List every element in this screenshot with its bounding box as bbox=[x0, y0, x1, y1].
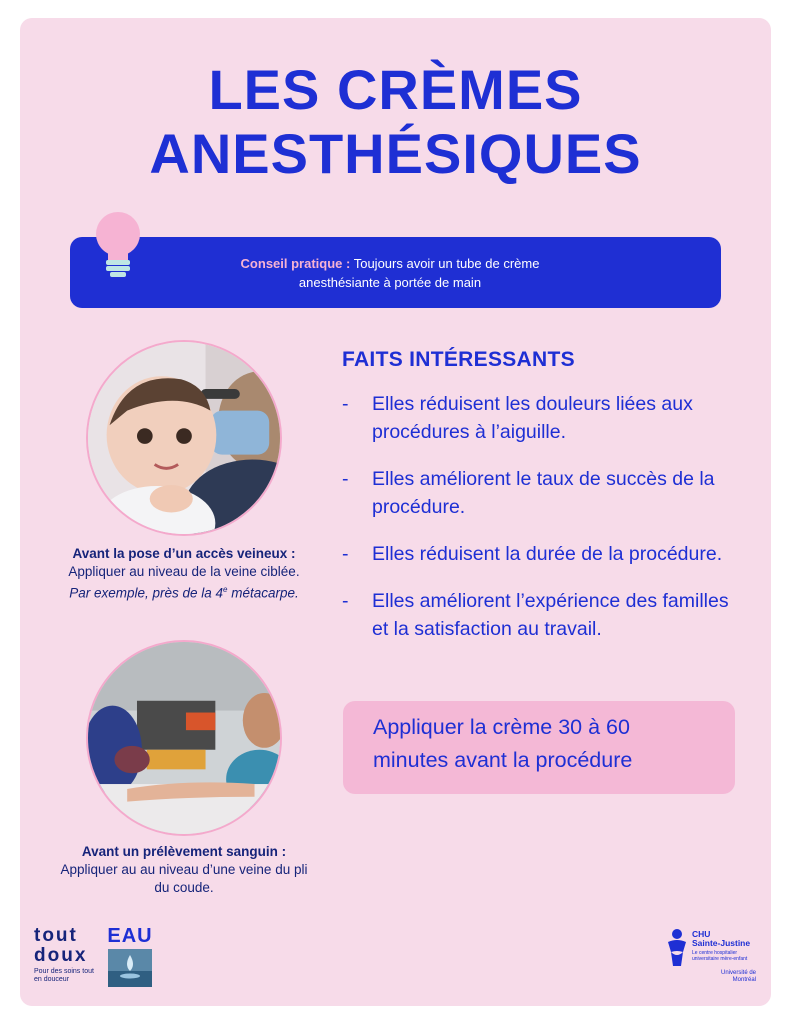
toutdoux-logo bbox=[34, 926, 94, 984]
caption-1-italic-1: Par exemple, près de la 4 bbox=[69, 585, 224, 601]
facts-list bbox=[342, 390, 732, 662]
dash-bullet: - bbox=[342, 393, 349, 415]
fact-text: Elles réduisent la durée de la procédure. bbox=[372, 543, 723, 565]
water-drop-icon bbox=[108, 949, 152, 987]
apply-line-1: Appliquer la crème 30 à 60 bbox=[373, 715, 630, 739]
fact-item bbox=[342, 390, 732, 446]
caption-2-bold: Avant un prélèvement sanguin : bbox=[81, 844, 287, 859]
chu-name-line-2: Sainte-Justine bbox=[692, 938, 751, 948]
chu-sainte-justine-logo bbox=[664, 928, 764, 990]
tip-line-2: anesthésiante à portée de main bbox=[298, 275, 482, 290]
apply-line-2: minutes avant la procédure bbox=[373, 748, 633, 772]
photo-baby-and-parent bbox=[86, 340, 282, 536]
caption-2-text: Appliquer au au niveau d’une veine du pli du coude. bbox=[60, 862, 308, 895]
fact-text: Elles réduisent les douleurs liées aux procédures à l’aiguille. bbox=[372, 393, 693, 443]
caption-1-sup: e bbox=[223, 585, 228, 594]
apply-timing-box bbox=[343, 701, 735, 794]
tip-line-1: Toujours avoir un tube de crème bbox=[350, 256, 540, 271]
fact-text: Elles améliorent le taux de succès de la procédure. bbox=[372, 468, 715, 518]
title-line-2: ANESTHÉSIQUES bbox=[149, 122, 642, 185]
dash-bullet: - bbox=[342, 468, 349, 490]
fact-item bbox=[342, 465, 732, 521]
toutdoux-line-2: doux bbox=[34, 945, 88, 966]
tip-text bbox=[150, 254, 630, 292]
caption-blood-sample bbox=[60, 843, 308, 897]
chu-name-line-1: CHU bbox=[692, 929, 711, 939]
tip-label: Conseil pratique : bbox=[240, 256, 351, 271]
caption-1-bold: Avant la pose d’un accès veineux : bbox=[72, 546, 296, 561]
photo-blood-draw bbox=[86, 640, 282, 836]
fact-text: Elles améliorent l’expérience des familles et la satisfaction au travail. bbox=[372, 590, 729, 640]
caption-1-italic-2: métacarpe. bbox=[227, 585, 299, 601]
fact-item bbox=[342, 540, 732, 568]
facts-heading: FAITS INTÉRESSANTS bbox=[342, 348, 575, 371]
toutdoux-line-1: tout bbox=[34, 925, 78, 946]
dash-bullet: - bbox=[342, 543, 349, 565]
page-title bbox=[0, 58, 791, 186]
caption-venous-access bbox=[60, 545, 308, 603]
dash-bullet: - bbox=[342, 590, 349, 612]
fact-item bbox=[342, 587, 732, 643]
title-line-1: LES CRÈMES bbox=[208, 58, 583, 121]
caption-1-text: Appliquer au niveau de la veine ciblée. bbox=[68, 564, 300, 579]
toutdoux-tagline: Pour des soins tout en douceur bbox=[34, 968, 94, 983]
chu-emblem-icon bbox=[664, 928, 690, 968]
eau-logo bbox=[106, 926, 154, 988]
universite-montreal-label: Université de Montréal bbox=[720, 970, 756, 983]
chu-name bbox=[692, 930, 750, 948]
baby-photo-image bbox=[88, 342, 280, 534]
chu-tagline: Le centre hospitalier universitaire mère-enfant bbox=[692, 950, 748, 962]
eau-wordmark: EAU bbox=[107, 925, 153, 947]
blood-draw-photo-image bbox=[88, 642, 280, 834]
lightbulb-icon bbox=[92, 208, 144, 280]
